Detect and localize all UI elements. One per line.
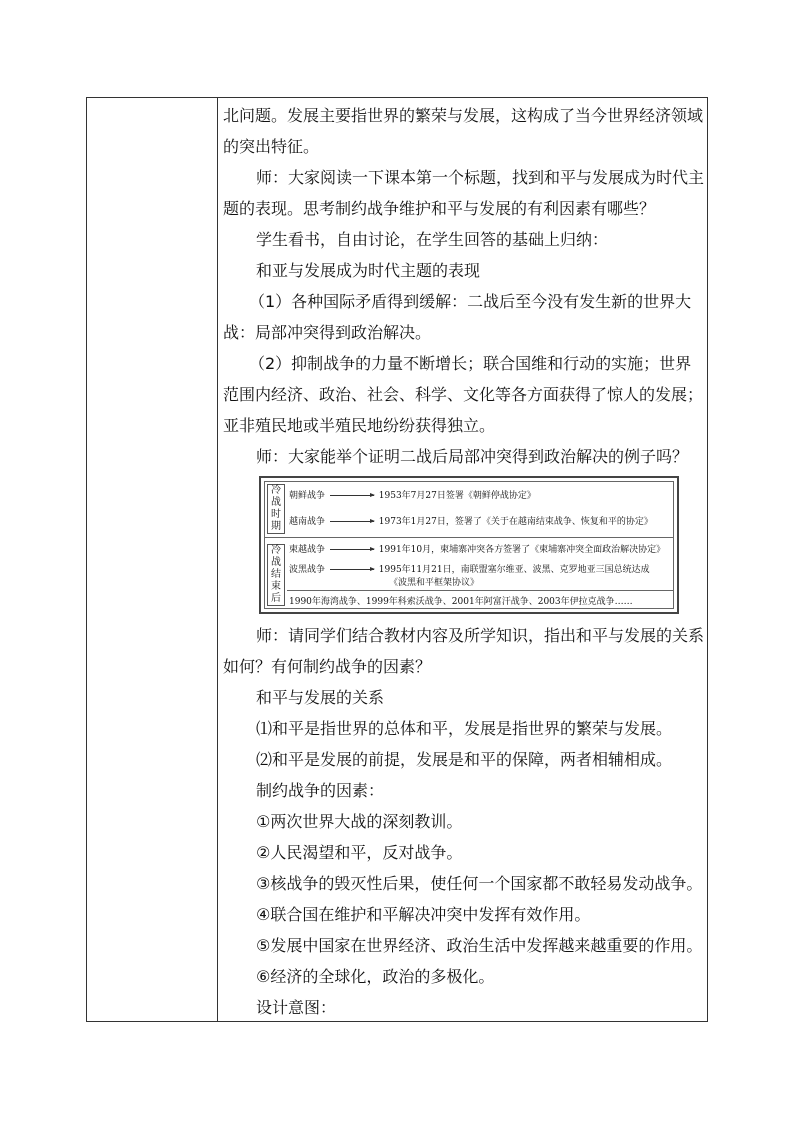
arrow-icon: [330, 569, 374, 570]
arrow-icon: [330, 521, 374, 522]
figure-row: [289, 488, 536, 501]
paragraph: 学生看书，自由讨论，在学生回答的基础上归纳：: [256, 230, 609, 249]
figure-row: [289, 562, 650, 575]
figure-footer: 1990年海湾战争、1999年科索沃战争、2001年阿富汗战争、2003年伊拉克战争……: [289, 597, 633, 607]
war-event: 1953年7月27日签署《朝鲜停战协定》: [378, 491, 536, 501]
paragraph: 制约战争的因素：: [256, 781, 385, 800]
lesson-content-cell: [223, 100, 707, 1023]
paragraph: ⑤发展中国家在世界经济、政治生活中发挥越来越重要的作用。: [256, 936, 703, 955]
paragraph: 和亚与发展成为时代主题的表现: [256, 261, 481, 280]
period-separator: [265, 537, 673, 538]
figure-row: [289, 542, 665, 555]
paragraph: ②人民渴望和平，反对战争。: [256, 843, 463, 862]
paragraph: 师：请同学们结合教材内容及所学知识，指出和平与发展的关系如何？有何制约战争的因素？: [223, 626, 705, 676]
footer-separator: [287, 590, 673, 591]
war-event: 1991年10月，柬埔寨冲突各方签署了《柬埔寨冲突全面政治解决协定》: [378, 545, 666, 555]
period-label-post-cold-war: 冷战结束后: [267, 544, 285, 606]
paragraph: 和平与发展的关系: [256, 688, 385, 707]
column-divider: [217, 98, 218, 1021]
paragraph: 师：大家能举个证明二战后局部冲突得到政治解决的例子吗？: [256, 447, 689, 466]
paragraph: 北问题。发展主要指世界的繁荣与发展，这构成了当今世界经济领域的突出特征。: [223, 106, 704, 156]
conflict-resolution-figure: [259, 476, 679, 614]
paragraph: ⑴和平是指世界的总体和平，发展是指世界的繁荣与发展。: [256, 719, 673, 738]
paragraph: ①两次世界大战的深刻教训。: [256, 812, 463, 831]
period-label-cold-war: 冷战时期: [267, 484, 285, 534]
war-name: 波黑战争: [289, 565, 326, 575]
arrow-icon: [330, 549, 374, 550]
paragraph: ⑥经济的全球化，政治的多极化。: [256, 967, 495, 986]
arrow-icon: [330, 495, 374, 496]
paragraph: ④联合国在维护和平解决冲突中发挥有效作用。: [256, 905, 591, 924]
paragraph: 师：大家阅读一下课本第一个标题，找到和平与发展成为时代主题的表现。思考制约战争维护和平与发展的有利因素有哪些？: [223, 168, 705, 218]
paragraph: ⑵和平是发展的前提，发展是和平的保障，两者相辅相成。: [256, 750, 673, 769]
war-name: 朝鲜战争: [289, 491, 326, 501]
war-name: 柬越战争: [289, 545, 326, 555]
figure-row: [289, 514, 653, 527]
war-event: 1995年11月21日，南联盟塞尔维亚、波黑、克罗地亚三国总统达成: [378, 565, 650, 575]
lesson-table: [86, 97, 708, 1022]
figure-row-continuation: [289, 575, 479, 588]
war-event-continuation: 《波黑和平框架协议》: [389, 578, 480, 588]
war-name: 越南战争: [289, 517, 326, 527]
paragraph: 设计意图：: [256, 998, 337, 1017]
war-event: 1973年1月27日，签署了《关于在越南结束战争、恢复和平的协定》: [378, 517, 653, 527]
paragraph: （1）各种国际矛盾得到缓解：二战后至今没有发生新的世界大战：局部冲突得到政治解决。: [223, 292, 692, 342]
paragraph: ③核战争的毁灭性后果，使任何一个国家都不敢轻易发动战争。: [256, 874, 703, 893]
paragraph: （2）抑制战争的力量不断增长；联合国维和行动的实施；世界范围内经济、政治、社会、科学、文化等各方面获得了惊人的发展；亚非殖民地或半殖民地纷纷获得独立。: [223, 354, 704, 435]
